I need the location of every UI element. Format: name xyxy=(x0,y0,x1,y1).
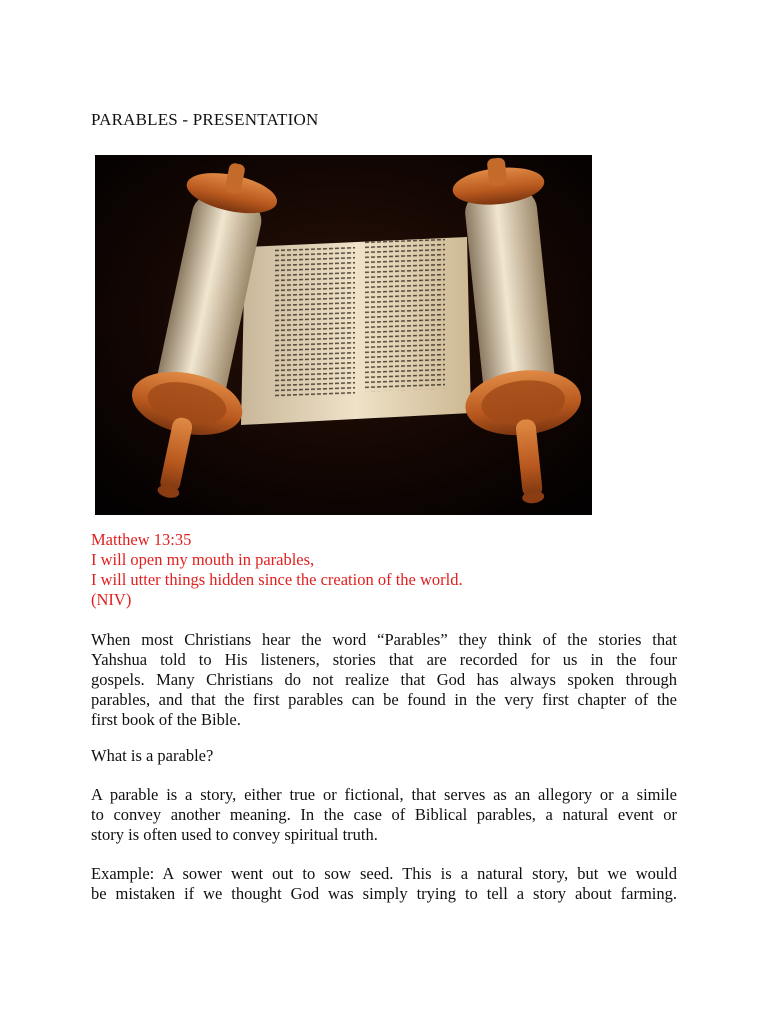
page-title: PARABLES - PRESENTATION xyxy=(91,110,319,129)
scripture-quote xyxy=(91,530,463,610)
torah-scroll-image xyxy=(95,155,592,515)
example-paragraph xyxy=(91,864,677,904)
question-heading xyxy=(91,746,677,766)
quote-line: (NIV) xyxy=(91,590,132,609)
paragraph-line: first book of the Bible. xyxy=(91,710,241,729)
paragraph-line: to convey another meaning. In the case of Biblical parables, a natural event or xyxy=(91,805,677,824)
paragraph-line: What is a parable? xyxy=(91,746,214,765)
paragraph-line: story is often used to convey spiritual truth. xyxy=(91,825,378,844)
paragraph-line: A parable is a story, either true or fictional, that serves as an allegory or a simile xyxy=(91,785,677,804)
definition-paragraph xyxy=(91,785,677,845)
paragraph-line: be mistaken if we thought God was simply trying to tell a story about farming. xyxy=(91,884,677,903)
quote-line: I will utter things hidden since the creation of the world. xyxy=(91,570,463,589)
paragraph-line: Yahshua told to His listeners, stories that are recorded for us in the four xyxy=(91,650,677,669)
quote-line: I will open my mouth in parables, xyxy=(91,550,315,569)
paragraph-line: gospels. Many Christians do not realize that God has always spoken through xyxy=(91,670,677,689)
intro-paragraph xyxy=(91,630,677,730)
paragraph-line: parables, and that the first parables can be found in the very first chapter of the xyxy=(91,690,677,709)
paragraph-line: When most Christians hear the word “Parables” they think of the stories that xyxy=(91,630,677,649)
paragraph-line: Example: A sower went out to sow seed. This is a natural story, but we would xyxy=(91,864,677,883)
quote-reference: Matthew 13:35 xyxy=(91,530,192,549)
